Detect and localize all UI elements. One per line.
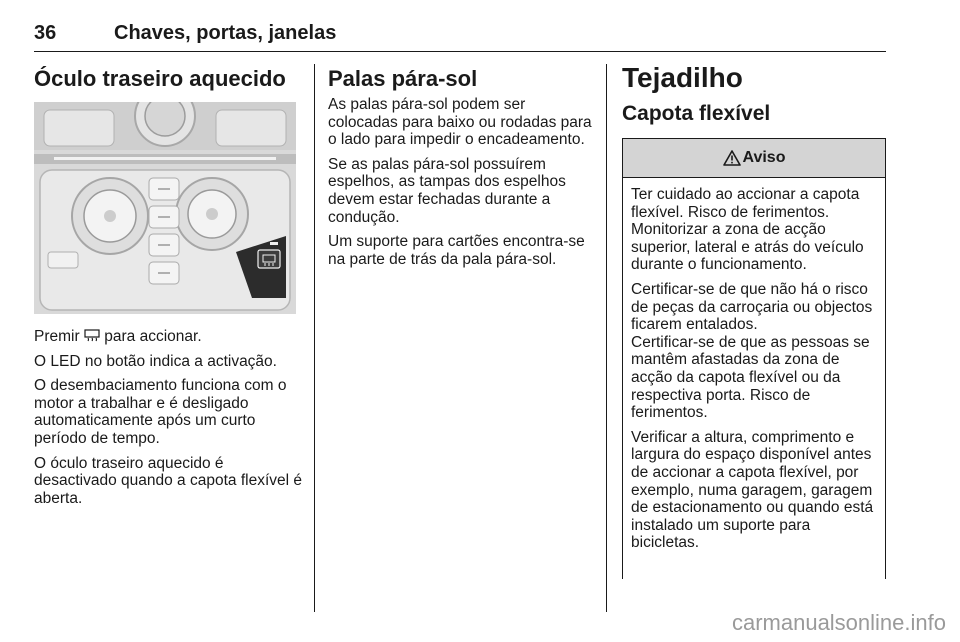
warning-paragraph-space-check: Verificar a altura, comprimento e largura do espaço disponível antes de accionar a capota flexível, por exemplo, numa garagem, garagem de estacionamento ou quando está instalado um suporte para bicicletas. — [631, 428, 874, 552]
paragraph-defog-operation: O desembaciamento funciona com o motor a trabalhar e é desligado automaticamente após um curto período de tempo. — [34, 377, 287, 447]
warning-paragraph-pinching: Certificar-se de que não há o risco de peças da carroçaria ou objectos ficarem entalados. — [631, 280, 873, 334]
warning-header — [623, 139, 885, 178]
paragraph-visor-positions: As palas pára-sol podem ser colocadas para baixo ou rodadas para o lado para impedir o encadeamento. — [328, 96, 592, 149]
section-heading-roof: Tejadilho — [622, 62, 743, 93]
paragraph-deactivation: O óculo traseiro aquecido é desactivado quando a capota flexível é aberta. — [34, 454, 302, 507]
press-suffix: para accionar. — [104, 328, 202, 345]
column-roof — [622, 62, 888, 132]
header-rule — [34, 51, 886, 52]
warning-triangle-icon — [723, 150, 741, 166]
warning-body — [623, 178, 885, 552]
warning-paragraph-people: Certificar-se de que as pessoas se mantêm afastadas da zona de acção da capota flexível ou da respectiva porta. Risco de ferimentos. — [631, 333, 870, 422]
column-sun-visors — [328, 66, 594, 275]
section-heading-sun-visors: Palas pára-sol — [328, 66, 478, 91]
section-heading-rear-window: Óculo traseiro aquecido — [34, 66, 286, 91]
paragraph-visor-mirrors: Se as palas pára-sol possuírem espelhos, as tampas dos espelhos devem estar fechadas durante a condução. — [328, 155, 566, 226]
watermark: carmanualsonline.info — [731, 610, 946, 635]
rear-window-heater-button-icon — [34, 102, 296, 314]
climate-control-panel-figure — [34, 102, 296, 314]
page-number: 36 — [34, 22, 57, 44]
running-title: Chaves, portas, janelas — [114, 22, 337, 44]
page-header — [34, 22, 886, 50]
column-divider-1 — [314, 64, 315, 612]
column-rear-window — [34, 66, 302, 514]
press-prefix: Premir — [34, 328, 80, 345]
rear-window-heater-icon — [84, 329, 100, 342]
column-divider-2 — [606, 64, 607, 612]
paragraph-card-holder: Um suporte para cartões encontra-se na parte de trás da pala pára-sol. — [328, 233, 585, 268]
warning-paragraph-care: Ter cuidado ao accionar a capota flexível. Risco de ferimentos. Monitorizar a zona de acção superior, lateral e atrás do veículo durante o funcionamento. — [631, 186, 864, 274]
warning-title: Aviso — [742, 149, 786, 166]
paragraph-press-to-activate — [34, 328, 302, 346]
warning-box — [622, 138, 886, 579]
paragraph-led-indicator: O LED no botão indica a activação. — [34, 352, 277, 370]
subsection-heading-soft-top: Capota flexível — [622, 102, 771, 125]
